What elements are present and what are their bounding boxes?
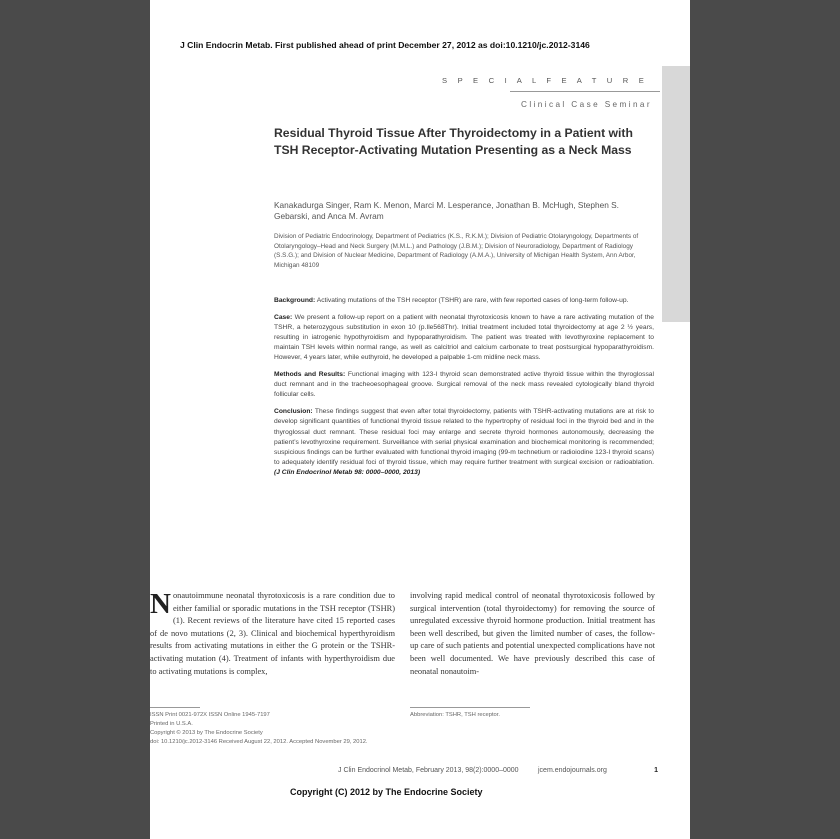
abstract-conclusion (274, 407, 654, 477)
article-title: Residual Thyroid Tissue After Thyroidectomy in a Patient with TSH Receptor-Activating Mutation Presenting as a Neck Mass (274, 126, 633, 157)
footnote-right (410, 711, 650, 720)
background-label: Background: (274, 297, 316, 304)
article-authors: Kanakadurga Singer, Ram K. Menon, Marci M. Lesperance, Jonathan B. McHugh, Stephen S. Gebarski, and Anca M. Avram (274, 200, 619, 222)
case-label: Case: (274, 314, 293, 322)
seminar-label: Clinical Case Seminar (521, 100, 652, 109)
abstract-background (274, 296, 654, 306)
abstract-citation: (J Clin Endocrinol Metab 98: 0000–0000, 2013) (274, 468, 421, 476)
conclusion-label: Conclusion: (274, 408, 313, 416)
body-column-left (150, 590, 395, 678)
methods-label: Methods and Results: (274, 371, 346, 379)
printed-line: Printed in U.S.A. (150, 720, 193, 727)
copyright-notice: Copyright (C) 2012 by The Endocrine Society (290, 787, 483, 797)
abstract-case (274, 313, 654, 363)
page-footer (338, 767, 658, 774)
doi-line: doi: 10.1210/jc.2012-3146 Received August 22, 2012. Accepted November 29, 2012. (150, 738, 368, 745)
footnote-left (150, 711, 400, 747)
methods-text: Functional imaging with 123-I thyroid scan demonstrated active thyroid tissue within the thyroglossal duct remnant and in the tracheoesophageal groove. Surgical removal of the neck mass revealed cytologically bland thyroid follicular cells. (274, 371, 654, 399)
body-left-text: onautoimmune neonatal thyrotoxicosis is a rare condition due to either familial or sporadic mutations in the TSH receptor (TSHR) (1). Recent reviews of the literature have cited 15 reported cases of de novo mutations (2, 3). Clinical and biochemical hyperthyroidism results from activating mutations in either the G protein or the TSHR-activating mutation (4). Treatment of infants with hyperthyroidism due to activating mutations is complex, (150, 591, 395, 676)
background-text: Activating mutations of the TSH receptor (TSHR) are rare, with few reported cases of long-term follow-up. (315, 297, 629, 304)
copyright-footnote: Copyright © 2013 by The Endocrine Society (150, 729, 263, 736)
conclusion-text: These findings suggest that even after total thyroidectomy, patients with TSHR-activating mutations are at risk to develop significant quantities of functional thyroid tissue related to the hypertrophy of residual foci in the thyroid bed and in the thyroglossal duct remnant. These residual foci may enlarge and secrete thyroid hormones autonomously, decreasing the patient’s levothyroxine requirement. Surveillance with serial physical examination and biochemical monitoring is recommended; suspicious findings can be further evaluated with functional thyroid imaging (99-m technetium or radioiodine 123-I thyroid scans) to adequately identify residual foci of thyroid tissue, which may require further treatment with surgical excision or radioablation. (274, 408, 654, 466)
case-text: We present a follow-up report on a patient with neonatal thyrotoxicosis known to have a rare activating mutation of the TSHR, a heterozygous substitution in exon 10 (p.Ile568Thr). Initial treatment included total thyroidectomy at age 2 ½ years, resulting in iatrogenic hypothyroidism and hypoparathyroidism. The patient was treated with levothyroxine replacement to maintain TSH levels within normal range, as well as calcitriol and calcium carbonate to treat postsurgical hypoparathyroidism. However, 4 years later, while euthyroid, he developed a palpable 1-cm midline neck mass. (274, 314, 654, 362)
page-number: 1 (654, 767, 658, 774)
footnote-rule-left (150, 707, 200, 708)
abbreviation-line: Abbreviation: TSHR, TSH receptor. (410, 712, 500, 718)
abstract (274, 296, 654, 485)
paper-page (150, 0, 690, 839)
issn-line: ISSN Print 0021-972X ISSN Online 1945-7197 (150, 712, 270, 718)
article-affiliations: Division of Pediatric Endocrinology, Department of Pediatrics (K.S., R.K.M.); Division of Pediatric Otolaryngology, Departments of Otolaryngology–Head and Neck Surgery (M.M.L.) and Pathology (J.B.M.); Division of Neuroradiology, Department of Radiology (S.S.G.); and Division of Nuclear Medicine, Department of Radiology (A.M.A.), University of Michigan Health System, Ann Arbor, Michigan 48109 (274, 233, 639, 270)
header-rule (510, 91, 660, 92)
special-feature-label: S P E C I A L F E A T U R E (442, 76, 648, 85)
body-right-text: involving rapid medical control of neonatal thyrotoxicosis followed by surgical intervention (total thyroidectomy) for removing the source of unregulated excessive thyroid hormone production. Initial treatment has been well described, but given the limited number of cases, the follow-up care of such patients and potential unexpected complications have not been well documented. We have previously described this case of neonatal nonautoim- (410, 591, 655, 676)
drop-cap: N (150, 588, 171, 620)
publication-line: J Clin Endocrin Metab. First published ahead of print December 27, 2012 as doi:10.1210/jc.2012-3146 (180, 40, 590, 50)
side-tab-bar (662, 66, 690, 322)
footnote-rule-right (410, 707, 530, 708)
footer-url[interactable]: jcem.endojournals.org (538, 767, 607, 774)
footer-journal: J Clin Endocrinol Metab, February 2013, 98(2):0000–0000 (338, 767, 519, 774)
body-column-right (410, 590, 655, 678)
abstract-methods (274, 370, 654, 400)
